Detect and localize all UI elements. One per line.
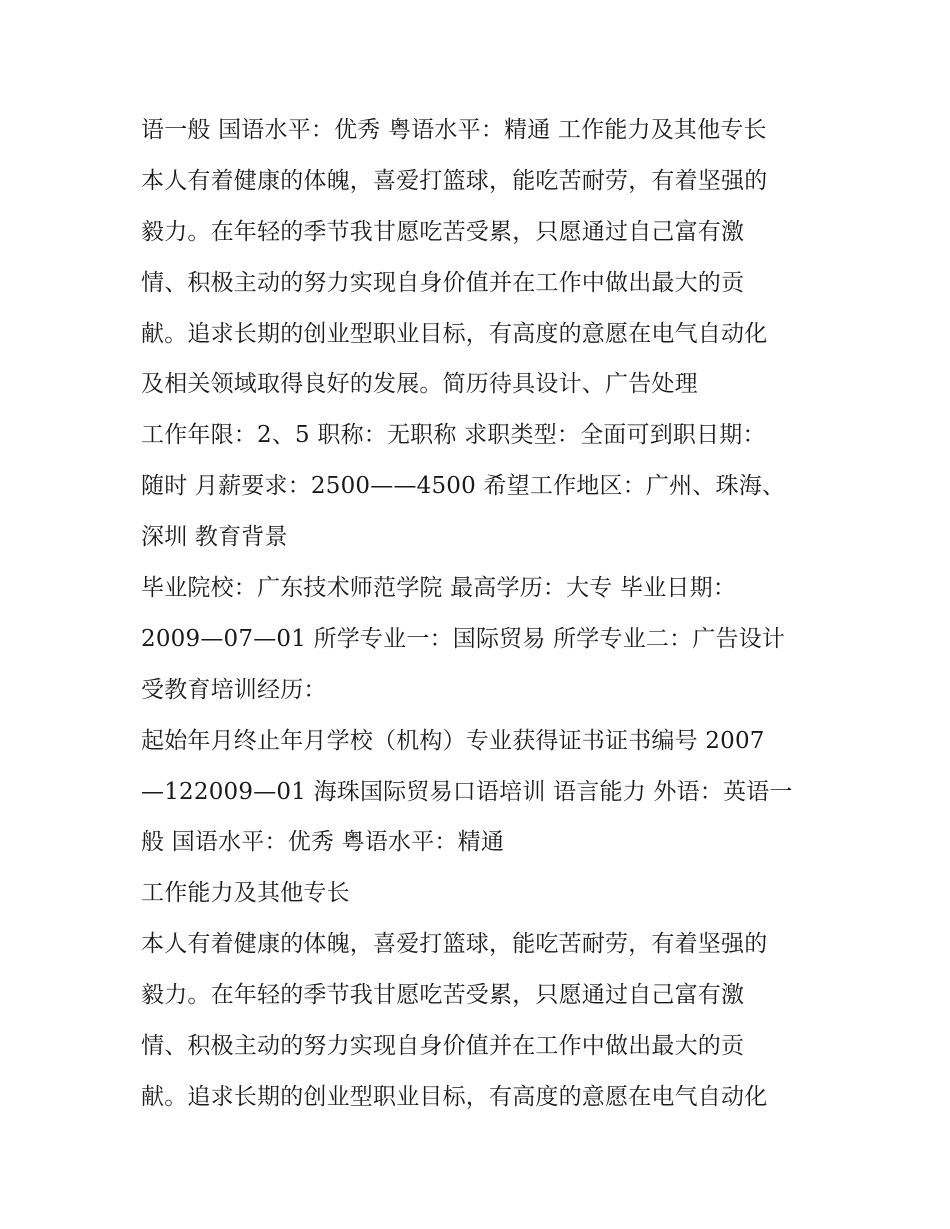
text-line: 毅力。在年轻的季节我甘愿吃苦受累，只愿通过自己富有激 (141, 982, 745, 1009)
text-line: 及相关领域取得良好的发展。简历待具设计、广告处理 (141, 371, 698, 398)
text-line: 随时 月薪要求：2500——4500 希望工作地区：广州、珠海、 (141, 473, 786, 500)
text-line: 受教育培训经历： (141, 676, 327, 703)
text-line: 毕业院校：广东技术师范学院 最高学历：大专 毕业日期： (141, 575, 737, 602)
text-line: 工作年限：2、5 职称：无职称 求职类型：全面可到职日期： (141, 422, 766, 449)
text-line: —122009—01 海珠国际贸易口语培训 语言能力 外语：英语一 (141, 778, 793, 805)
document-body (141, 105, 821, 1123)
text-line: 献。追求长期的创业型职业目标，有高度的意愿在电气自动化 (141, 320, 768, 347)
text-line: 起始年月终止年月学校（机构）专业获得证书证书编号 2007 (141, 727, 765, 754)
text-line: 本人有着健康的体魄，喜爱打篮球，能吃苦耐劳，有着坚强的 (141, 931, 768, 958)
text-line: 情、积极主动的努力实现自身价值并在工作中做出最大的贡 (141, 1033, 745, 1060)
text-line: 本人有着健康的体魄，喜爱打篮球，能吃苦耐劳，有着坚强的 (141, 167, 768, 194)
text-line: 毅力。在年轻的季节我甘愿吃苦受累，只愿通过自己富有激 (141, 218, 745, 245)
text-line: 2009—07—01 所学专业一：国际贸易 所学专业二：广告设计 (141, 625, 786, 652)
text-line: 情、积极主动的努力实现自身价值并在工作中做出最大的贡 (141, 269, 745, 296)
text-line: 般 国语水平：优秀 粤语水平：精通 (141, 829, 505, 856)
text-line: 工作能力及其他专长 (141, 880, 350, 907)
text-line: 深圳 教育背景 (141, 524, 288, 551)
text-line: 献。追求长期的创业型职业目标，有高度的意愿在电气自动化 (141, 1083, 768, 1110)
text-line: 语一般 国语水平：优秀 粤语水平：精通 工作能力及其他专长 (141, 117, 767, 143)
